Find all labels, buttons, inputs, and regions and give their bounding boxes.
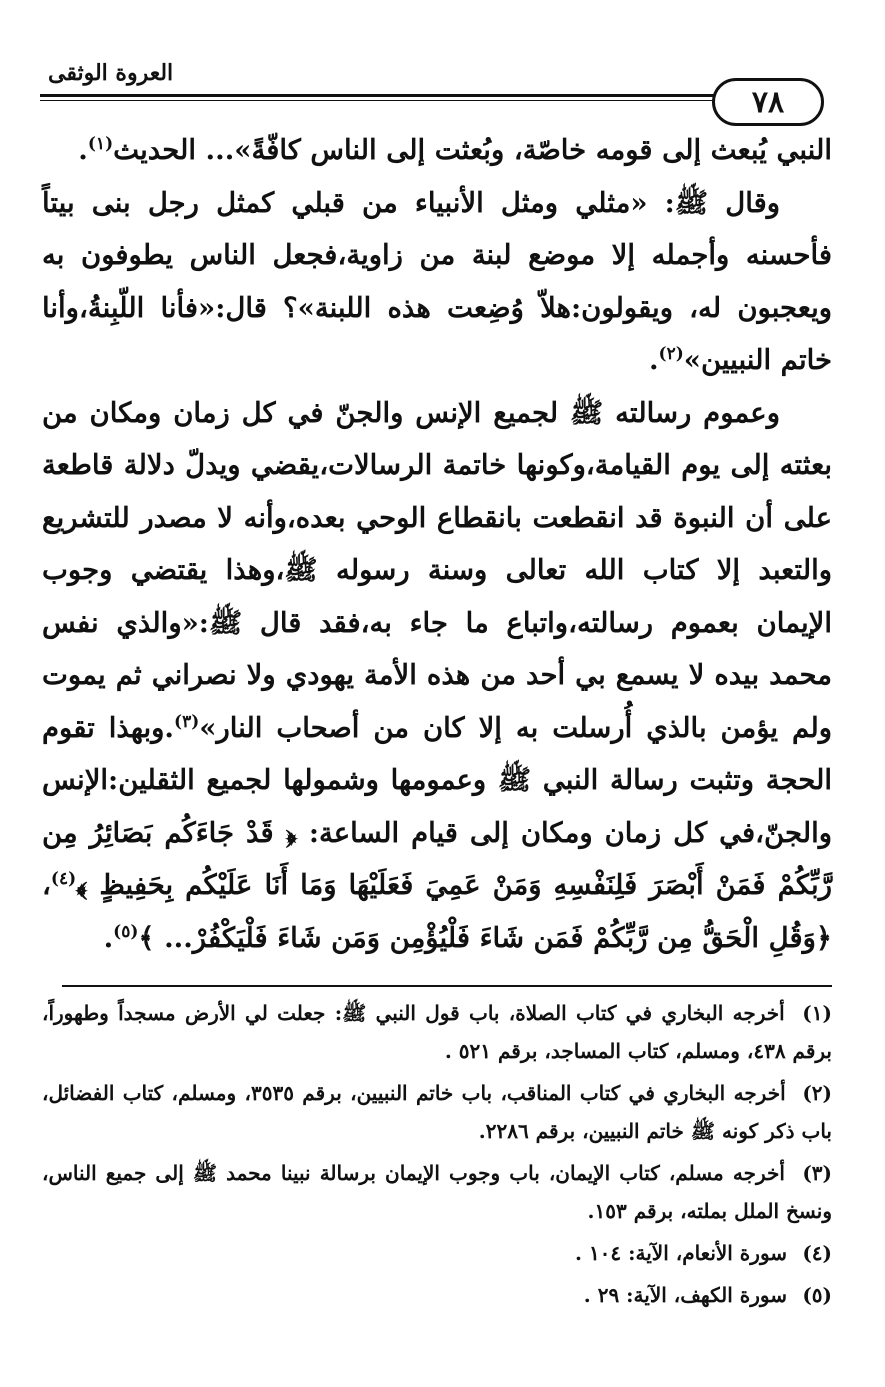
footnote-separator <box>62 985 832 987</box>
footnote-text: أخرجه مسلم، كتاب الإيمان، باب وجوب الإيمان برسالة نبينا محمد ﷺ إلى جميع الناس، ونسخ الملل بملته، برقم ١٥٣. <box>42 1161 832 1223</box>
footnote-ref-2: (٢) <box>658 343 684 364</box>
footnote-2 <box>42 1074 832 1150</box>
footnote-number: (٣) <box>802 1161 832 1185</box>
paragraph-1 <box>42 124 832 177</box>
paragraph-2-intro: وقال ﷺ: « <box>630 186 780 219</box>
paragraph-1-text: النبي يُبعث إلى قومه خاصّة، وبُعثت إلى الناس كافّةً»... الحديث <box>113 134 832 166</box>
hadith-quote-1: مثلي ومثل الأنبياء من قبلي كمثل رجل بنى بيتاً فأحسنه وأجمله إلا موضع لبنة من زاوية،فجعل الناس يطوفون به ويعجبون له، ويقولون:هلاّ وُضِعت هذه اللبنة»؟ قال:«فأنا اللّبِنةُ،وأنا خاتم النبيين» <box>42 186 832 376</box>
footnote-number: (٥) <box>802 1283 832 1307</box>
footnote-5 <box>42 1276 832 1314</box>
footnote-number: (٢) <box>802 1081 832 1105</box>
body-text <box>42 124 832 964</box>
footnote-ref-5: (٥) <box>113 921 139 942</box>
footnote-number: (٤) <box>802 1241 832 1265</box>
paragraph-3-continuation: .وبهذا تقوم الحجة وتثبت رسالة النبي ﷺ وعمومها وشمولها لجميع الثقلين:الإنس والجنّ،في كل زمان ومكان إلى قيام الساعة: ﴿ <box>42 711 832 849</box>
footnote-4 <box>42 1234 832 1272</box>
footnote-ref-3: (٣) <box>174 711 200 732</box>
page-number: ٧٨ <box>751 84 785 120</box>
hadith-quote-2: والذي نفس محمد بيده لا يسمع بي أحد من هذه الأمة يهودي ولا نصراني ثم يموت ولم يؤمن بالذي أُرسلت به إلا كان من أصحاب النار» <box>42 606 832 744</box>
footnote-text: أخرجه البخاري في كتاب الصلاة، باب قول النبي ﷺ: جعلت لي الأرض مسجداً وطهوراً، برقم ٤٣٨، ومسلم، كتاب المساجد، برقم ٥٢١ . <box>42 1001 832 1063</box>
footnote-number: (١) <box>802 1001 832 1025</box>
paragraph-3 <box>42 387 832 965</box>
footnote-text: سورة الكهف، الآية: ٢٩ . <box>583 1283 788 1307</box>
header-rule <box>40 94 718 101</box>
page-number-badge <box>712 78 824 126</box>
running-title: العروة الوثقى <box>42 60 179 86</box>
paragraph-3-end: . <box>103 921 114 954</box>
footnote-ref-1: (١) <box>87 133 114 154</box>
footnote-3 <box>42 1154 832 1230</box>
quran-verse-2: ،﴿وَقُلِ الْحَقُّ مِن رَّبِّكُمْ فَمَن شَاءَ فَلْيُؤْمِن وَمَن شَاءَ فَلْيَكْفُرْ... ﴾ <box>42 869 832 954</box>
paragraph-2-end: . <box>648 344 659 376</box>
quran-verse-1: قَدْ جَاءَكُم بَصَائِرُ مِن رَّبِّكُمْ فَمَنْ أَبْصَرَ فَلِنَفْسِهِ وَمَنْ عَمِيَ فَعَلَيْهَا وَمَا أَنَا عَلَيْكُم بِحَفِيظٍ ﴾ <box>42 816 832 901</box>
page-header <box>40 60 830 126</box>
paragraph-1-end: . <box>78 134 88 166</box>
footnote-text: سورة الأنعام، الآية: ١٠٤ . <box>575 1241 788 1265</box>
footnotes <box>42 994 832 1318</box>
paragraph-2 <box>42 177 832 387</box>
paragraph-3-text: وعموم رسالته ﷺ لجميع الإنس والجنّ في كل زمان ومكان من بعثته إلى يوم القيامة،وكونها خاتمة الرسالات،يقضي ويدلّ دلالة قاطعة على أن النبوة قد انقطعت بانقطاع الوحي بعده،وأنه لا مصدر للتشريع والتعبد إلا كتاب الله تعالى وسنة رسوله ﷺ،وهذا يقتضي وجوب الإيمان بعموم رسالته،واتباع ما جاء به،فقد قال ﷺ:« <box>42 396 832 639</box>
footnote-text: أخرجه البخاري في كتاب المناقب، باب خاتم النبيين، برقم ٣٥٣٥، ومسلم، كتاب الفضائل، باب ذكر كونه ﷺ خاتم النبيين، برقم ٢٢٨٦. <box>42 1081 832 1143</box>
footnote-ref-4: (٤) <box>50 868 77 889</box>
footnote-1 <box>42 994 832 1070</box>
